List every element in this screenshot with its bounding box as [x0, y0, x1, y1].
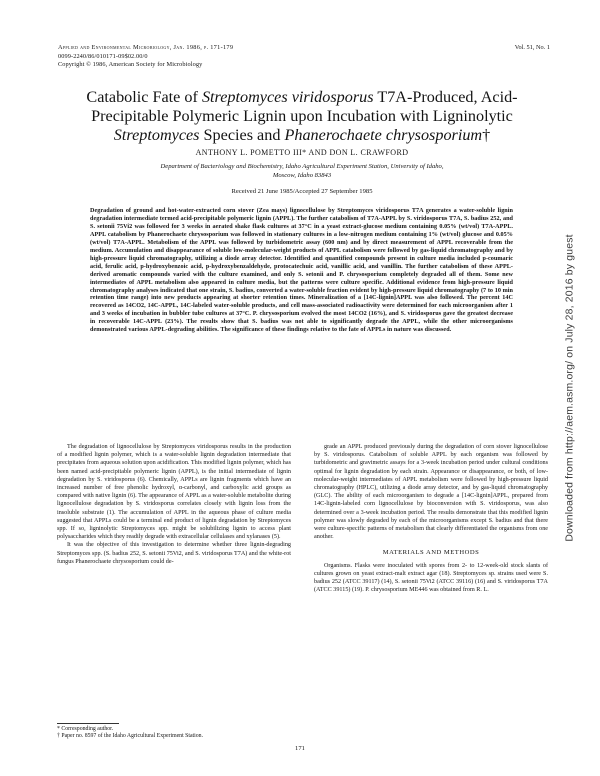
page-number: 171	[295, 745, 305, 752]
volume-label: Vol. 51, No. 1	[514, 44, 550, 51]
download-link-text[interactable]: Downloaded from http://aem.asm.org/ on July 28, 2016 by guest	[564, 234, 576, 542]
affiliation-line: Moscow, Idaho 83843	[272, 172, 332, 179]
title-dagger: †	[482, 126, 491, 144]
body-paragraph: The degradation of lignocellulose by Streptomyces viridosporus results in the production of a modified lignin polymer, which is a water-soluble lignin degradation intermediate that precipitates from aqueous solution upon acidification. This modified lignin polymer, which has been named acid-precipitable polymeric lignin (APPL), is the initial intermediate of lignin degradation by S. viridosporus (6). Chemically, APPLs are lignin fragments which have an increased number of free phenolic hydroxyl, α-carbonyl, and carboxylic acid groups as compared with native lignin (6). The appearance of APPL as a water-soluble metabolite during lignocellulose degradation by S. viridosporus correlates closely with lignin loss from the insoluble substrate (1). The accumulation of APPL in the aqueous phase of culture media suggested that APPLs could be a terminal end product of lignin degradation by Streptomyces spp. If so, ligninolytic Streptomyces spp. might be solubilizing lignin to access plant polysaccharides which they readily degrade with extracellular cellulases and xylanases (5).	[57, 444, 291, 541]
footnote: * Corresponding author.	[57, 726, 114, 732]
affiliation	[52, 162, 552, 180]
copyright-line: Copyright © 1986, American Society for Microbiology	[58, 61, 203, 69]
article-title	[52, 88, 552, 145]
body-column-left	[57, 443, 291, 566]
body-paragraph: It was the objective of this investigation to determine whether three lignin-degrading Streptomyces spp. (S. badius 252, S. setonii 75Vi2, and S. viridosporus T7A) and the white-rot fungus Phanerochaete chrysosporium could de-	[57, 542, 291, 565]
section-heading: MATERIALS AND METHODS	[382, 549, 480, 557]
article-code: 0099-2240/86/010171-09$02.00/0	[58, 52, 148, 60]
title-text: Precipitable Polymeric Lignin upon Incubation with Ligninolytic	[91, 107, 513, 125]
author-list: ANTHONY L. POMETTO III* AND DON L. CRAWFORD	[195, 148, 409, 157]
footnote: † Paper no. 8597 of the Idaho Agricultural Experiment Station.	[57, 733, 204, 740]
journal-citation: Applied and Environmental Microbiology, Jan. 1986, p. 171-179	[58, 44, 234, 51]
title-text: T7A-Produced, Acid-	[373, 88, 518, 106]
received-dates: Received 21 June 1985/Accepted 27 September 1985	[231, 188, 373, 195]
title-text: Species and	[199, 126, 285, 144]
footnote-rule	[57, 723, 119, 724]
affiliation-line: Department of Bacteriology and Biochemistry, Idaho Agricultural Experiment Station, University of Idaho,	[160, 163, 444, 170]
abstract: Degradation of ground and hot-water-extracted corn stover (Zea mays) lignocellulose by Streptomyces viridosporus T7A generates a water-soluble lignin degradation intermediate termed acid-precipitable polymeric lignin (APPL). The further catabolism of T7A-APPL by S. viridosporus T7A, S. badius 252, and S. setonii 75Vi2 was followed for 3 weeks in aerated shake flask cultures at 37°C in a yeast extract-glucose medium containing 0.05% (wt/vol) T7A-APPL. APPL catabolism by Phanerochaete chrysosporium was followed in stationary cultures in a low-nitrogen medium containing 1% (wt/vol) glucose and 0.05% (wt/vol) T7A-APPL. Metabolism of the APPL was followed by turbidometric assay (600 nm) and by direct measurement of APPL recoverable from the medium. Accumulation and disappearance of soluble low-molecular-weight products of APPL catabolism were followed by gas-liquid chromatography and by high-pressure liquid chromatography, utilizing a diode array detector. Identified and quantified compounds present in culture media included p-coumaric acid, ferulic acid, p-hydroxybenzoic acid, p-hydroxybenzaldehyde, protocatechuic acid, vanillic acid, and vanillin. The further catabolism of these APPL-derived aromatic compounds varied with the culture examined, and only S. setonii and P. chrysosporium completely degraded all of them. Some new intermediates of APPL metabolism also appeared in culture media, but the patterns were culture specific. Additional evidence from high-pressure liquid chromatography analyses indicated that one strain, S. badius, converted a water-soluble fraction evident by high-pressure liquid chromatography (7 to 10 min retention time range) into new products appearing at shorter retention times. Mineralization of a [14C-lignin]APPL was also followed. The percent 14C recovered as 14CO2, 14C-APPL, 14C-labeled water-soluble products, and cell mass-associated radioactivity were determined for each microorganism after 1 and 3 weeks of incubation in bubbler tube cultures at 37°C. P. chrysosporium evolved the most 14CO2 (16%), and S. viridosporus gave the greatest decrease in recoverable 14C-APPL (23%). The results show that S. badius was not able to significantly degrade the APPL, while the other microorganisms demonstrated various APPL-degrading abilities. The significance of these findings relative to the fate of APPLs in nature was discussed.	[90, 208, 513, 334]
body-paragraph: grade an APPL produced previously during the degradation of corn stover lignocellulose by S. viridosporus. Catabolism of soluble APPL by each organism was followed by turbidometric and gravimetric assays for a 3-week incubation period under cultural conditions optimal for lignin degradation by each strain. Appearance or disappearance, or both, of low-molecular-weight intermediates of APPL metabolism were followed by high-pressure liquid chromatography (HPLC), utilizing a diode array detector, and by gas-liquid chromatography (GLC). The ability of each microorganism to degrade a [14C-lignin]APPL, prepared from 14C-lignin-labeled corn lignocellulose by bioconversion with S. viridosporus, was also determined over a 3-week incubation period. The results demonstrate that this modified lignin polymer was slowly degraded by each of the microorganisms except S. badius and that there were culture-specific patterns of metabolism that clearly differentiated the organisms from one another.	[314, 444, 548, 541]
title-species: Phanerochaete chrysosporium	[284, 126, 483, 144]
title-genus: Streptomyces	[113, 126, 200, 144]
title-text: Catabolic Fate of	[86, 88, 202, 106]
footnotes	[57, 726, 291, 741]
title-species: Streptomyces viridosporus	[201, 88, 374, 106]
body-column-right	[314, 443, 548, 594]
running-header	[58, 44, 398, 70]
body-paragraph: Organisms. Flasks were inoculated with spores from 2- to 12-week-old stock slants of cultures grown on yeast extract-malt extract agar (18). Streptomyces sp. strains used were S. badius 252 (ATCC 39117) (14), S. setonii 75Vi2 (ATCC 39116) (16) and S. viridosporus T7A (ATCC 39115) (19). P. chrysosporium ME446 was obtained from R. L.	[314, 562, 548, 594]
